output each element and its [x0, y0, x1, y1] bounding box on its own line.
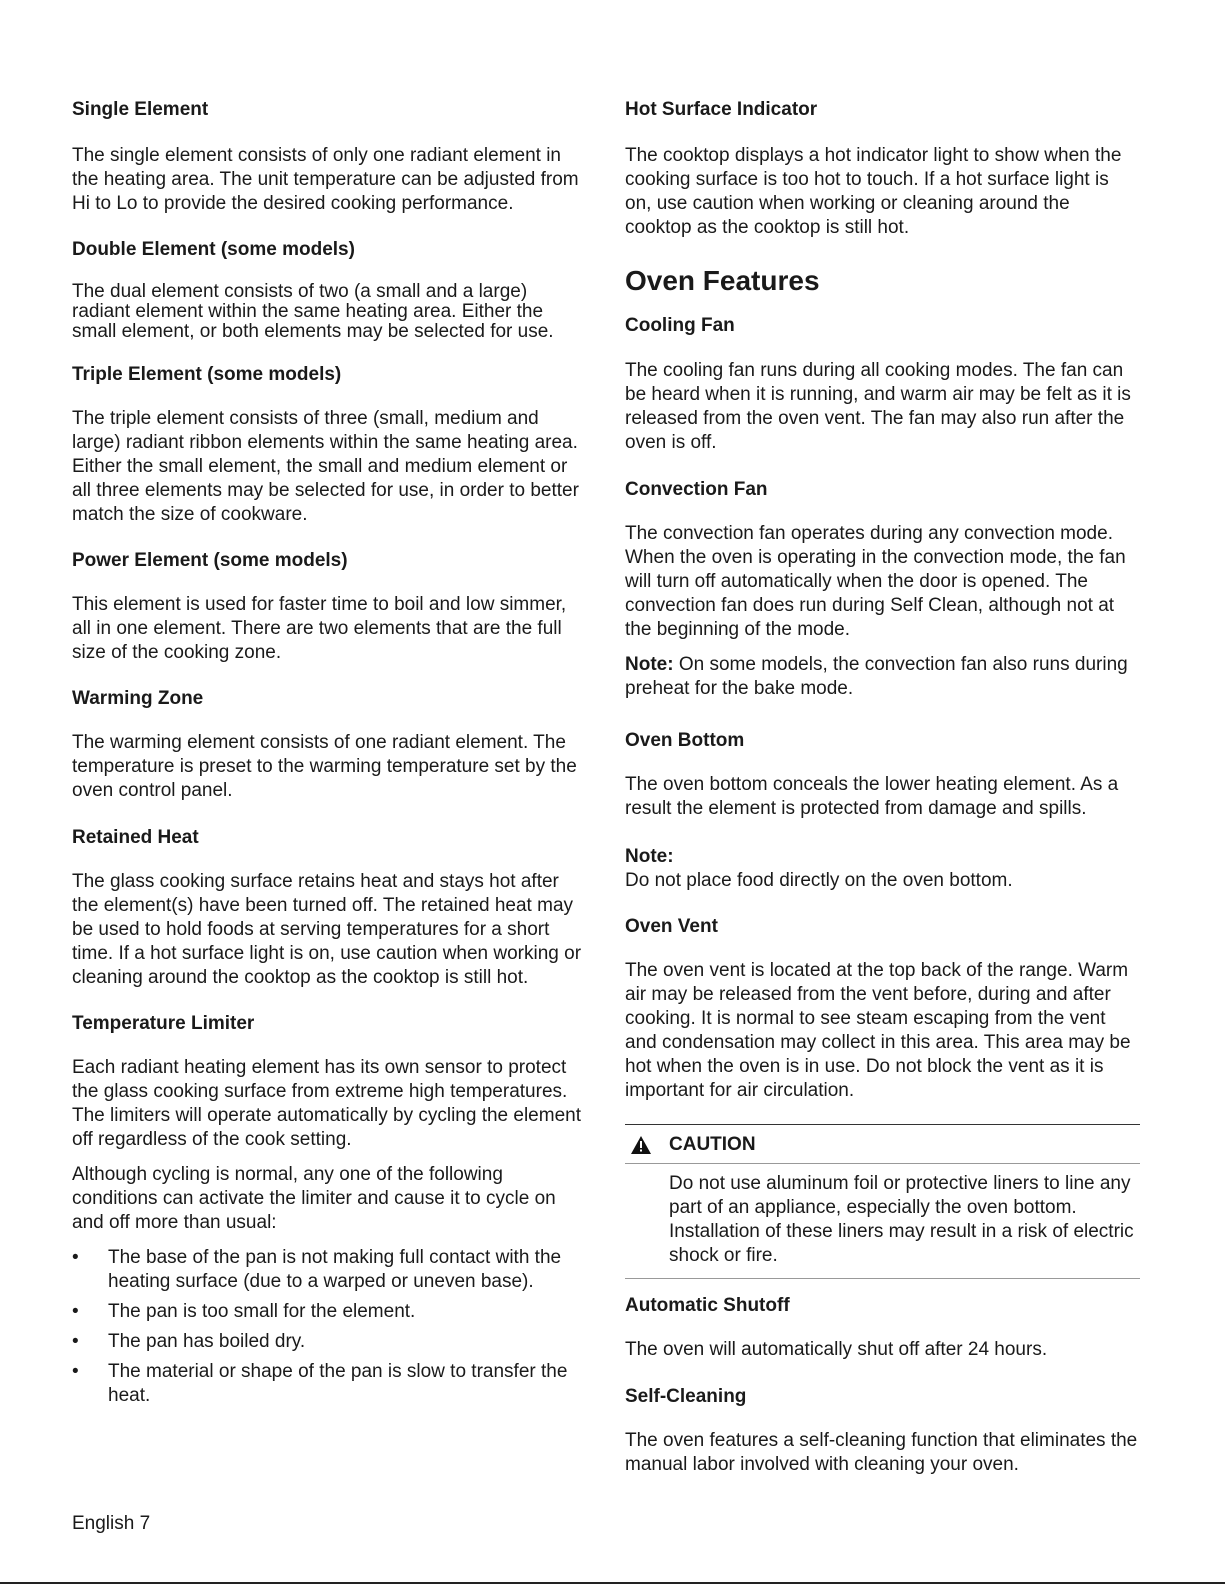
caution-box — [625, 1124, 1140, 1279]
caution-header — [625, 1125, 1140, 1164]
note-label: Note: — [625, 654, 674, 675]
convection-fan-heading: Convection Fan — [625, 479, 768, 500]
self-cleaning-heading: Self-Cleaning — [625, 1386, 747, 1407]
temperature-limiter-text-2: Although cycling is normal, any one of the following conditions can activate the limiter and cause it to cycle on and off more than usual: — [72, 1164, 556, 1233]
page-number: English 7 — [72, 1513, 151, 1534]
automatic-shutoff-heading: Automatic Shutoff — [625, 1295, 790, 1316]
convection-fan-text: The convection fan operates during any convection mode. When the oven is operating in the convection mode, the fan will turn off automatically when the door is opened. The convection fan does run during Self Clean, although not at the beginning of the mode. — [625, 523, 1126, 640]
oven-bottom-note-label: Note: — [625, 846, 674, 867]
caution-label: CAUTION — [669, 1134, 756, 1155]
triple-element-heading: Triple Element (some models) — [72, 364, 342, 385]
limiter-conditions-list — [72, 1246, 587, 1408]
left-column — [72, 98, 587, 1408]
oven-bottom-text: The oven bottom conceals the lower heating element. As a result the element is protected from damage and spills. — [625, 774, 1119, 819]
power-element-heading: Power Element (some models) — [72, 550, 348, 571]
bottom-rule — [0, 1582, 1225, 1584]
bullet-glyph: • — [72, 1247, 79, 1268]
double-element-heading: Double Element (some models) — [72, 239, 355, 260]
double-element-text: The dual element consists of two (a small and a large) radiant element within the same heating area. Either the small element, or both elements may be selected for use. — [72, 281, 554, 342]
hot-surface-heading: Hot Surface Indicator — [625, 99, 818, 120]
self-cleaning-text: The oven features a self-cleaning function that eliminates the manual labor involved with cleaning your oven. — [625, 1430, 1138, 1475]
single-element-heading: Single Element — [72, 99, 209, 120]
retained-heat-heading: Retained Heat — [72, 827, 199, 848]
triple-element-text: The triple element consists of three (small, medium and large) radiant ribbon elements within the same heating area. Either the small element, the small and medium element or all three elements may be selected for use, in order to better match the size of cookware. — [72, 408, 579, 525]
bullet-glyph: • — [72, 1331, 79, 1352]
warming-zone-text: The warming element consists of one radiant element. The temperature is preset to the warming temperature set by the oven control panel. — [72, 732, 577, 801]
hot-surface-text: The cooktop displays a hot indicator light to show when the cooking surface is too hot to touch. If a hot surface light is on, use caution when working or cleaning around the cooktop as the cooktop is still hot. — [625, 145, 1122, 238]
list-item: • The pan is too small for the element. — [72, 1301, 416, 1322]
warning-icon — [631, 1136, 651, 1154]
temperature-limiter-text-1: Each radiant heating element has its own sensor to protect the glass cooking surface from extreme high temperatures. The limiters will operate automatically by cycling the element off regardless of the cook setting. — [72, 1057, 581, 1150]
caution-text: Do not use aluminum foil or protective liners to line any part of an appliance, especially the oven bottom. Installation of these liners may result in a risk of electric shock or fire. — [669, 1173, 1134, 1266]
cooling-fan-heading: Cooling Fan — [625, 315, 735, 336]
right-column — [625, 98, 1140, 1477]
single-element-text: The single element consists of only one radiant element in the heating area. The unit temperature can be adjusted from Hi to Lo to provide the desired cooking performance. — [72, 145, 579, 214]
power-element-text: This element is used for faster time to boil and low simmer, all in one element. There are two elements that are the full size of the cooking zone. — [72, 594, 567, 663]
list-item: • The base of the pan is not making full contact with the heating surface (due to a warped or uneven base). — [72, 1247, 562, 1292]
temperature-limiter-heading: Temperature Limiter — [72, 1013, 255, 1034]
bullet-glyph: • — [72, 1301, 79, 1322]
warming-zone-heading: Warming Zone — [72, 688, 204, 709]
oven-bottom-heading: Oven Bottom — [625, 730, 745, 751]
oven-vent-heading: Oven Vent — [625, 916, 718, 937]
oven-vent-text: The oven vent is located at the top back of the range. Warm air may be released from the vent before, during and after cooking. It is normal to see steam escaping from the vent and condensation may collect in this area. This area may be hot when the oven is in use. Do not block the vent as it is important for air circulation. — [625, 960, 1131, 1101]
oven-bottom-note-text: Do not place food directly on the oven bottom. — [625, 870, 1013, 891]
retained-heat-text: The glass cooking surface retains heat and stays hot after the element(s) have been turned off. The retained heat may be used to hold foods at serving temperatures for a short time. If a hot surface light is on, use caution when working or cleaning around the cooktop as the cooktop is still hot. — [72, 871, 582, 988]
bullet-glyph: • — [72, 1361, 79, 1382]
oven-features-heading: Oven Features — [625, 265, 820, 296]
convection-note: Note: On some models, the convection fan also runs during preheat for the bake mode. — [625, 654, 1128, 699]
automatic-shutoff-text: The oven will automatically shut off after 24 hours. — [625, 1339, 1048, 1360]
cooling-fan-text: The cooling fan runs during all cooking modes. The fan can be heard when it is running, and warm air may be felt as it is released from the oven vent. The fan may also run after the oven is off. — [625, 360, 1131, 453]
list-item: • The pan has boiled dry. — [72, 1331, 306, 1352]
list-item: • The material or shape of the pan is slow to transfer the heat. — [72, 1361, 568, 1406]
